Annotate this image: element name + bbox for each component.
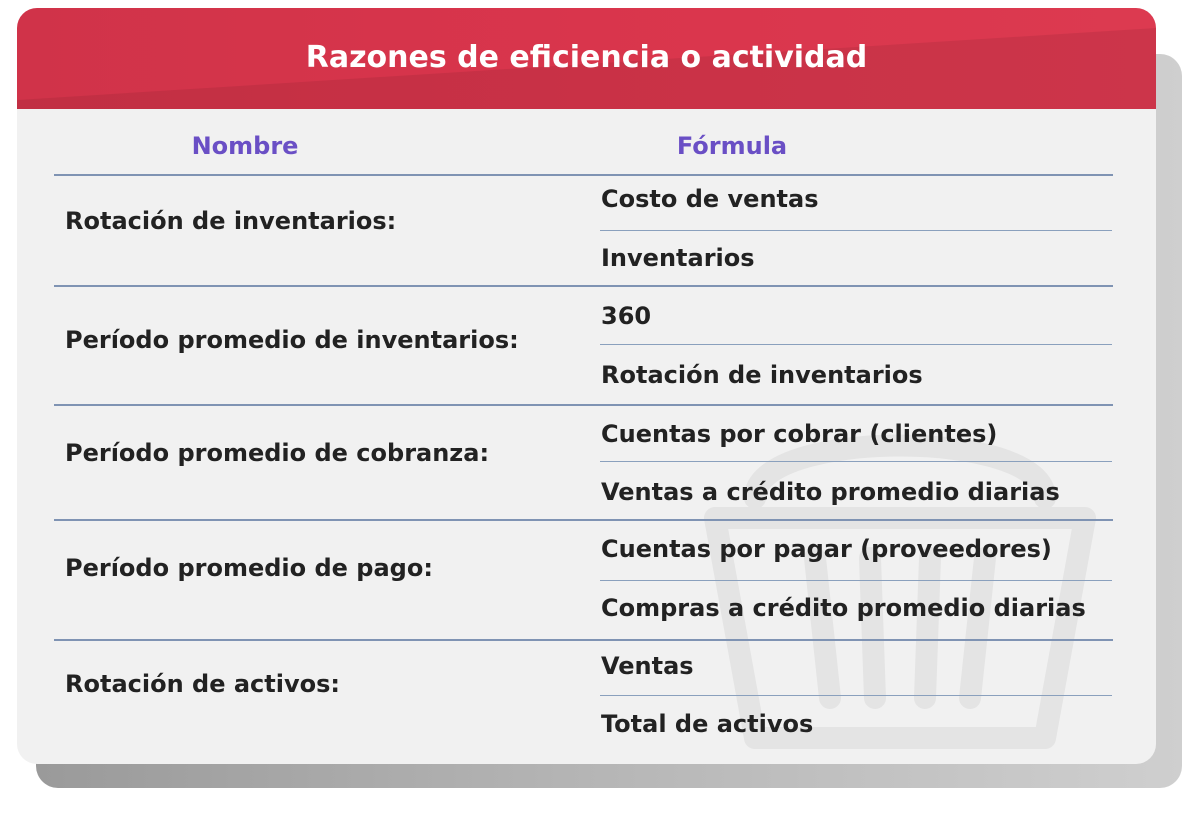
fraction-line [600,461,1112,462]
fraction-line [600,344,1112,345]
fraction-line [600,580,1112,581]
formula-numerator: Ventas [601,652,694,680]
formula-denominator: Rotación de inventarios [601,361,923,389]
row-divider [54,519,1113,521]
formula-numerator: Cuentas por pagar (proveedores) [601,535,1052,563]
row-divider [54,404,1113,406]
ratio-name: Período promedio de pago: [65,554,433,582]
formula-denominator: Ventas a crédito promedio diarias [601,478,1060,506]
formula-denominator: Total de activos [601,710,814,738]
formula-denominator: Compras a crédito promedio diarias [601,594,1086,622]
card-header [17,8,1156,109]
row-divider [54,174,1113,176]
card-title: Razones de eficiencia o actividad [305,40,868,75]
ratio-name: Período promedio de cobranza: [65,439,490,467]
fraction-line [600,230,1112,231]
fraction-line [600,695,1112,696]
formula-numerator: Costo de ventas [601,185,819,213]
ratio-name: Rotación de inventarios: [65,207,397,235]
row-divider [54,285,1113,287]
ratios-card [17,8,1156,764]
ratio-name: Rotación de activos: [65,670,340,698]
column-heading-name: Nombre [191,132,299,160]
column-heading-formula: Fórmula [676,132,788,160]
ratio-name: Período promedio de inventarios: [65,326,519,354]
formula-numerator: Cuentas por cobrar (clientes) [601,420,998,448]
row-divider [54,639,1113,641]
formula-numerator: 360 [601,302,652,330]
formula-denominator: Inventarios [601,244,755,272]
